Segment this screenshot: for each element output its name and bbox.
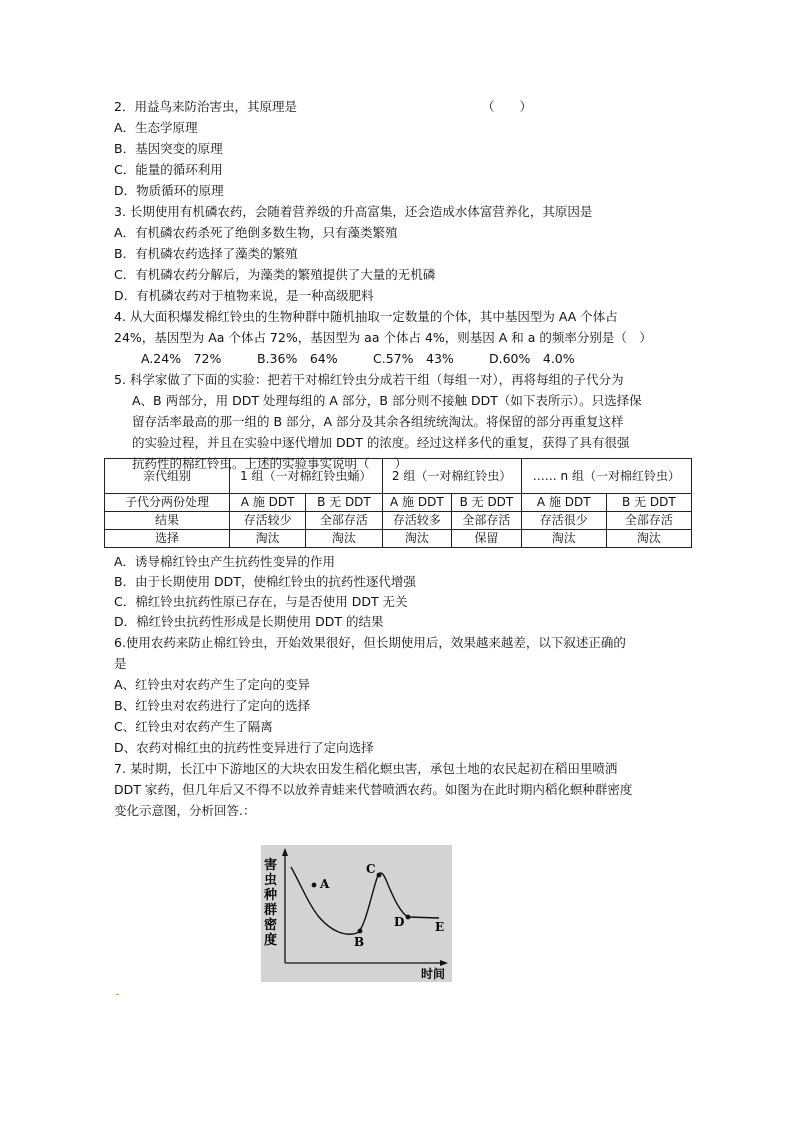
y-label-char: 群	[264, 903, 278, 918]
table-cell: A 施 DDT	[382, 494, 452, 512]
x-axis-label: 时间	[421, 967, 446, 981]
table-cell: B 无 DDT	[306, 494, 382, 512]
y-label-char: 虫	[264, 873, 278, 888]
answer-blank: （ ）	[482, 99, 533, 114]
question-3-stem: 3. 长期使用有机磷农药，会随着营养级的升高富集，还会造成水体富营养化，其原因是	[114, 204, 593, 219]
option-a: A．诱导棉红铃虫产生抗药性变异的作用	[114, 554, 336, 569]
experiment-table	[104, 458, 692, 548]
question-5-stem-line1: 5. 科学家做了下面的实验：把若干对棉红铃虫分成若干组（每组一对），再将每组的子代分为	[114, 372, 624, 387]
option-b: B．有机磷农药选择了藻类的繁殖	[114, 246, 298, 261]
option-a: A．有机磷农药杀死了绝倒多数生物，只有藻类繁殖	[114, 225, 398, 240]
option-b: B．由于长期使用 DDT，使棉红铃虫的抗药性逐代增强	[114, 574, 416, 589]
table-cell: 淘汰	[230, 530, 306, 548]
point-c	[377, 873, 382, 878]
table-row	[105, 512, 692, 530]
option-c: C．有机磷农药分解后，为藻类的繁殖提供了大量的无机磷	[114, 267, 436, 282]
option-b: B.36% 64%	[257, 351, 338, 366]
table-cell: 子代分两份处理	[105, 494, 230, 512]
point-d	[406, 915, 411, 920]
table-cell: 全部存活	[306, 512, 382, 530]
question-stem-text: 2．用益鸟来防治害虫，其原理是	[114, 99, 297, 114]
table-cell: B 无 DDT	[606, 494, 691, 512]
option-d: D．有机磷农药对于植物来说，是一种高级肥料	[114, 288, 374, 303]
point-label-d: D	[394, 915, 405, 929]
option-b: B、红铃虫对农药进行了定向的选择	[114, 698, 311, 713]
question-2-stem	[114, 96, 694, 117]
table-row	[105, 530, 692, 548]
population-density-figure	[261, 845, 452, 982]
table-cell: 淘汰	[382, 530, 452, 548]
table-cell: 存活很少	[521, 512, 606, 530]
y-label-char: 度	[264, 933, 278, 948]
question-7-stem-line1: 7. 某时期，长江中下游地区的大块农田发生稻化螟虫害，承包土地的农民起初在稻田里喷洒	[114, 761, 618, 776]
option-c: C.57% 43%	[373, 351, 454, 366]
document-body	[114, 96, 694, 474]
option-a: A.24% 72%	[141, 351, 222, 366]
question-4-options	[114, 348, 694, 369]
table-header-cell: 亲代组别	[105, 459, 230, 494]
question-5-stem-line4: 的实验过程，并且在实验中逐代增加 DDT 的浓度。经过这样多代的重复，获得了具有很强	[132, 435, 630, 450]
point-a	[312, 883, 317, 888]
y-label-char: 害	[264, 858, 278, 873]
table-cell: 存活较多	[382, 512, 452, 530]
y-label-char: 种	[264, 888, 278, 903]
table-header-cell: 1 组（一对棉红铃虫蛹）	[230, 459, 383, 494]
question-7-stem-line3: 变化示意图，分析回答.：	[114, 803, 256, 818]
option-c: C．棉红铃虫抗药性原已存在，与是否使用 DDT 无关	[114, 594, 408, 609]
question-5-stem-line3: 留存活率最高的那一组的 B 部分，A 部分及其余各组统统淘汰。将保留的部分再重复这样	[132, 414, 624, 429]
option-d: D．物质循环的原理	[114, 183, 224, 198]
table-row	[105, 494, 692, 512]
point-label-c: C	[366, 862, 376, 876]
point-label-b: B	[354, 935, 365, 949]
point-label-a: A	[320, 877, 330, 891]
option-c: C．能量的循环利用	[114, 162, 223, 177]
table-header-cell: 2 组（一对棉红铃虫）	[382, 459, 521, 494]
option-b: B．基因突变的原理	[114, 141, 223, 156]
table-cell: A 施 DDT	[230, 494, 306, 512]
table-cell: 淘汰	[606, 530, 691, 548]
table-cell: 保留	[452, 530, 522, 548]
table-header-cell: …… n 组（一对棉红铃虫）	[521, 459, 691, 494]
table-cell: 全部存活	[606, 512, 691, 530]
table-cell: 全部存活	[452, 512, 522, 530]
table-cell: 选择	[105, 530, 230, 548]
option-d: D．棉红铃虫抗药性形成是长期使用 DDT 的结果	[114, 614, 384, 629]
option-c: C、红铃虫对农药产生了隔离	[114, 719, 273, 734]
y-label-char: 密	[264, 918, 278, 933]
question-7-stem-line2: DDT 家药，但几年后又不得不以放养青蛙来代替喷洒农药。如图为在此时期内稻化螟种群密度	[114, 782, 633, 797]
table-cell: 淘汰	[306, 530, 382, 548]
question-5-stem-line2: A、B 两部分，用 DDT 处理每组的 A 部分，B 部分则不接触 DDT（如下表所示）。只选择保	[132, 393, 642, 408]
table-cell: A 施 DDT	[521, 494, 606, 512]
y-axis-arrow-icon	[282, 848, 288, 856]
population-curve	[291, 867, 439, 934]
question-4-stem-line2: 24%，基因型为 Aa 个体占 72%，基因型为 aa 个体占 4%，则基因 A 和 a 的频率分别是（ ）	[114, 330, 652, 345]
question-6-stem-line1: 6.使用农药来防止棉红铃虫，开始效果很好，但长期使用后，效果越来越差，以下叙述正确的	[114, 635, 626, 650]
table-cell: 结果	[105, 512, 230, 530]
table-cell: 淘汰	[521, 530, 606, 548]
document-body-continued	[114, 552, 694, 821]
option-d: D、农药对棉红虫的抗药性变异进行了定向选择	[114, 740, 374, 755]
question-5-stem-line5: 抗药性的棉红铃虫。上述的实验事实说明（ ）	[132, 456, 408, 471]
x-axis-arrow-icon	[440, 960, 448, 966]
point-b	[358, 929, 363, 934]
table-cell: 存活较少	[230, 512, 306, 530]
option-d: D.60% 4.0%	[489, 351, 575, 366]
question-4-stem-line1: 4. 从大面积爆发棉红铃虫的生物种群中随机抽取一定数量的个体，其中基因型为 AA 个体占	[114, 309, 618, 324]
question-6-stem-line2: 是	[114, 656, 127, 671]
table-cell: B 无 DDT	[452, 494, 522, 512]
option-a: A．生态学原理	[114, 120, 198, 135]
table-header-row	[105, 459, 692, 494]
population-density-diagram	[261, 845, 452, 982]
option-a: A、红铃虫对农药产生了定向的变异	[114, 677, 311, 692]
paragraph-mark	[116, 994, 119, 995]
point-label-e: E	[435, 920, 445, 934]
